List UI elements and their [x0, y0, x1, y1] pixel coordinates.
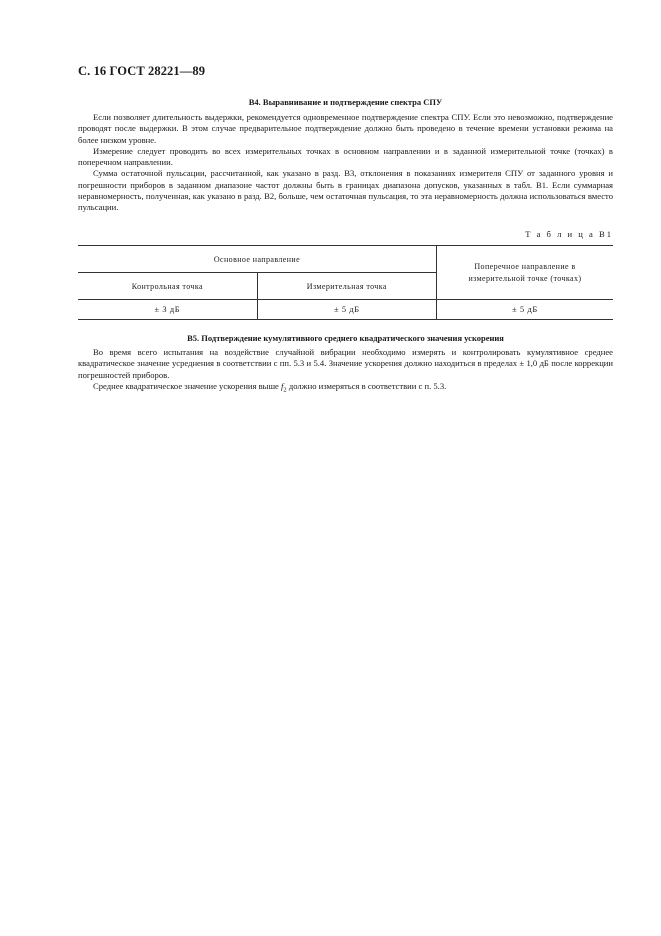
section-b4-text	[78, 112, 613, 214]
section-b4-heading: В4. Выравнивание и подтверждение спектра СПУ	[248, 97, 443, 107]
section-b5-heading: В5. Подтверждение кумулятивного среднего квадратического значения ускорения	[187, 333, 504, 343]
section-b5-text	[78, 347, 613, 396]
frequency-symbol: f	[281, 380, 284, 391]
table-header-transverse: Поперечное направление в измерительной точке (точках)	[436, 246, 613, 300]
table-cell: ± 3 дБ	[78, 300, 257, 320]
table-cell: ± 5 дБ	[436, 300, 613, 320]
page-header: С. 16 ГОСТ 28221—89	[78, 64, 206, 78]
table-header-main: Основное направление	[78, 246, 436, 273]
table-header-measure: Измерительная точка	[257, 273, 436, 300]
paragraph	[78, 381, 613, 396]
table-b1	[78, 245, 613, 320]
paragraph: Во время всего испытания на воздействие случайной вибрации необходимо измерять и контролировать кумулятивное среднее квадратическое значение усреднения в соответствии с пп. 5.3 и 5.4. Значение ускорения должно находиться в пределах ± 1,0 дБ после коррекции погрешностей приборов.	[78, 347, 613, 380]
table-header-control: Контрольная точка	[78, 273, 257, 300]
paragraph: Если позволяет длительность выдержки, рекомендуется одновременное подтверждение спектра СПУ. Если это невозможно, подтверждение проводят после выдержки. В этом случае предварительное подтверждение должно быть проведено в течение времени установки режима на более низком уровне.	[78, 112, 613, 145]
frequency-subscript: 2	[283, 386, 287, 394]
paragraph: Сумма остаточной пульсации, рассчитанной, как указано в разд. В3, отклонения в показаниях измерителя СПУ от заданного уровня и погрешности приборов в заданном диапазоне частот должны быть в границах диапазона допусков, указанных в табл. В1. Если суммарная неравномерность, полученная, как указано в разд. В2, больше, чем остаточная пульсация, то эта неравномерность должна использоваться вместо пульсации.	[78, 168, 613, 213]
table-caption: Т а б л и ц а В1	[525, 229, 613, 239]
table-cell: ± 5 дБ	[257, 300, 436, 320]
paragraph-text: должно измеряться в соответствии с п. 5.3.	[286, 380, 447, 391]
paragraph-text: Среднее квадратическое значение ускорения выше	[93, 380, 282, 391]
paragraph: Измерение следует проводить во всех измерительных точках в основном направлении и в заданной измерительной точке (точках) в поперечном направлении.	[78, 145, 613, 168]
